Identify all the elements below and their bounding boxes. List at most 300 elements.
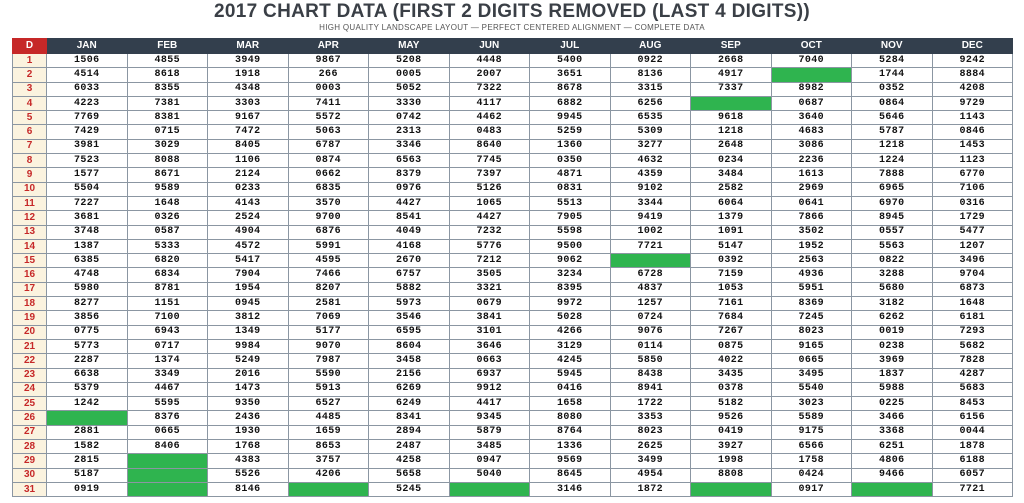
value-cell: 5598 bbox=[530, 225, 611, 239]
value-cell: 0587 bbox=[127, 225, 208, 239]
value-cell: 3353 bbox=[610, 411, 691, 425]
value-cell: 5540 bbox=[771, 382, 852, 396]
value-cell: 3757 bbox=[288, 454, 369, 468]
value-cell: 2625 bbox=[610, 440, 691, 454]
value-cell: 1053 bbox=[691, 282, 772, 296]
value-cell: 9984 bbox=[208, 339, 289, 353]
value-cell: 6269 bbox=[369, 382, 450, 396]
value-cell: 5682 bbox=[932, 339, 1013, 353]
value-cell: 4855 bbox=[127, 54, 208, 68]
table-row bbox=[13, 82, 1013, 96]
value-cell: 6834 bbox=[127, 268, 208, 282]
value-cell: 5284 bbox=[852, 54, 933, 68]
value-cell: 5147 bbox=[691, 239, 772, 253]
value-cell: 6188 bbox=[932, 454, 1013, 468]
value-cell: 8645 bbox=[530, 468, 611, 482]
value-cell: 5951 bbox=[771, 282, 852, 296]
value-cell: 9912 bbox=[449, 382, 530, 396]
value-cell: 5040 bbox=[449, 468, 530, 482]
value-cell: 7232 bbox=[449, 225, 530, 239]
value-cell: 1218 bbox=[852, 139, 933, 153]
table-row bbox=[13, 397, 1013, 411]
value-cell: 1952 bbox=[771, 239, 852, 253]
value-cell: 5309 bbox=[610, 125, 691, 139]
value-cell: 0238 bbox=[852, 339, 933, 353]
table-row bbox=[13, 125, 1013, 139]
value-cell: 4595 bbox=[288, 254, 369, 268]
value-cell: 8023 bbox=[771, 325, 852, 339]
value-cell: 3499 bbox=[610, 454, 691, 468]
month-header-mar: MAR bbox=[208, 39, 289, 54]
value-cell: 8604 bbox=[369, 339, 450, 353]
day-number: 6 bbox=[13, 125, 47, 139]
table-row bbox=[13, 297, 1013, 311]
value-cell: 7381 bbox=[127, 96, 208, 110]
value-cell: 6064 bbox=[691, 196, 772, 210]
value-cell: 1722 bbox=[610, 397, 691, 411]
value-cell: 5052 bbox=[369, 82, 450, 96]
value-cell: 4936 bbox=[771, 268, 852, 282]
day-number: 21 bbox=[13, 339, 47, 353]
value-cell: 8781 bbox=[127, 282, 208, 296]
value-cell: 3646 bbox=[449, 339, 530, 353]
value-cell: 2287 bbox=[47, 354, 128, 368]
value-cell: 1744 bbox=[852, 68, 933, 82]
value-cell: 1151 bbox=[127, 297, 208, 311]
value-cell: 3812 bbox=[208, 311, 289, 325]
value-cell: 0822 bbox=[852, 254, 933, 268]
value-cell: 1257 bbox=[610, 297, 691, 311]
table-row bbox=[13, 425, 1013, 439]
value-cell: 7069 bbox=[288, 311, 369, 325]
value-cell: 3981 bbox=[47, 139, 128, 153]
value-cell: 8808 bbox=[691, 468, 772, 482]
value-cell: 9466 bbox=[852, 468, 933, 482]
value-cell: 6943 bbox=[127, 325, 208, 339]
value-cell: 6256 bbox=[610, 96, 691, 110]
value-cell: 5913 bbox=[288, 382, 369, 396]
value-cell: 3949 bbox=[208, 54, 289, 68]
value-cell: 5658 bbox=[369, 468, 450, 482]
month-header-apr: APR bbox=[288, 39, 369, 54]
value-cell: 0557 bbox=[852, 225, 933, 239]
value-cell: 5945 bbox=[530, 368, 611, 382]
page-title: 2017 CHART DATA (FIRST 2 DIGITS REMOVED (LAST 4 DIGITS)) bbox=[214, 1, 810, 22]
value-cell: 1106 bbox=[208, 154, 289, 168]
value-cell: 4348 bbox=[208, 82, 289, 96]
value-cell: 2236 bbox=[771, 154, 852, 168]
value-cell: 9526 bbox=[691, 411, 772, 425]
value-cell: 9175 bbox=[771, 425, 852, 439]
value-cell: 1768 bbox=[208, 440, 289, 454]
value-cell: 6181 bbox=[932, 311, 1013, 325]
value-cell: 3927 bbox=[691, 440, 772, 454]
value-cell: 5980 bbox=[47, 282, 128, 296]
value-cell: 4904 bbox=[208, 225, 289, 239]
value-cell: 4359 bbox=[610, 168, 691, 182]
value-cell: 3485 bbox=[449, 440, 530, 454]
value-cell: 5504 bbox=[47, 182, 128, 196]
value-cell: 1374 bbox=[127, 354, 208, 368]
value-cell: 0724 bbox=[610, 311, 691, 325]
value-cell: 5595 bbox=[127, 397, 208, 411]
value-cell: 5776 bbox=[449, 239, 530, 253]
value-cell: 3496 bbox=[932, 254, 1013, 268]
value-cell: 3182 bbox=[852, 297, 933, 311]
value-cell: 4223 bbox=[47, 96, 128, 110]
value-cell: 0483 bbox=[449, 125, 530, 139]
value-cell: 7523 bbox=[47, 154, 128, 168]
value-cell: 4206 bbox=[288, 468, 369, 482]
value-cell: 1878 bbox=[932, 440, 1013, 454]
value-cell: 8453 bbox=[932, 397, 1013, 411]
value-cell: 0416 bbox=[530, 382, 611, 396]
value-cell: 7293 bbox=[932, 325, 1013, 339]
value-cell: 5882 bbox=[369, 282, 450, 296]
value-cell: 0234 bbox=[691, 154, 772, 168]
value-cell: 6937 bbox=[449, 368, 530, 382]
day-number: 13 bbox=[13, 225, 47, 239]
day-number: 31 bbox=[13, 482, 47, 496]
value-cell: 7721 bbox=[610, 239, 691, 253]
value-cell: 3023 bbox=[771, 397, 852, 411]
value-cell: 7159 bbox=[691, 268, 772, 282]
value-cell: 4117 bbox=[449, 96, 530, 110]
value-cell: 2881 bbox=[47, 425, 128, 439]
value-cell: 3344 bbox=[610, 196, 691, 210]
day-number: 15 bbox=[13, 254, 47, 268]
value-cell: 8653 bbox=[288, 440, 369, 454]
value-cell: 9569 bbox=[530, 454, 611, 468]
value-cell: 8764 bbox=[530, 425, 611, 439]
value-cell: 9500 bbox=[530, 239, 611, 253]
value-cell: 4143 bbox=[208, 196, 289, 210]
value-cell: 9945 bbox=[530, 111, 611, 125]
value-cell: 6882 bbox=[530, 96, 611, 110]
month-header-jan: JAN bbox=[47, 39, 128, 54]
value-cell: 8088 bbox=[127, 154, 208, 168]
table-row bbox=[13, 282, 1013, 296]
table-row bbox=[13, 440, 1013, 454]
highlighted-empty-cell bbox=[47, 411, 128, 425]
value-cell: 2582 bbox=[691, 182, 772, 196]
highlighted-empty-cell bbox=[852, 482, 933, 496]
table-row bbox=[13, 211, 1013, 225]
value-cell: 4485 bbox=[288, 411, 369, 425]
value-cell: 0775 bbox=[47, 325, 128, 339]
value-cell: 5126 bbox=[449, 182, 530, 196]
value-cell: 0003 bbox=[288, 82, 369, 96]
value-cell: 9062 bbox=[530, 254, 611, 268]
value-cell: 3466 bbox=[852, 411, 933, 425]
value-cell: 0864 bbox=[852, 96, 933, 110]
day-number: 26 bbox=[13, 411, 47, 425]
value-cell: 1143 bbox=[932, 111, 1013, 125]
value-cell: 7267 bbox=[691, 325, 772, 339]
value-cell: 0846 bbox=[932, 125, 1013, 139]
table-row bbox=[13, 268, 1013, 282]
value-cell: 1242 bbox=[47, 397, 128, 411]
value-cell: 8405 bbox=[208, 139, 289, 153]
table-body bbox=[13, 54, 1013, 497]
value-cell: 4049 bbox=[369, 225, 450, 239]
value-cell: 3856 bbox=[47, 311, 128, 325]
value-cell: 7100 bbox=[127, 311, 208, 325]
value-cell: 5182 bbox=[691, 397, 772, 411]
value-cell: 0742 bbox=[369, 111, 450, 125]
value-cell: 9419 bbox=[610, 211, 691, 225]
value-cell: 0662 bbox=[288, 168, 369, 182]
value-cell: 9165 bbox=[771, 339, 852, 353]
value-cell: 6251 bbox=[852, 440, 933, 454]
value-cell: 6057 bbox=[932, 468, 1013, 482]
value-cell: 5773 bbox=[47, 339, 128, 353]
value-cell: 4417 bbox=[449, 397, 530, 411]
value-cell: 8023 bbox=[610, 425, 691, 439]
value-cell: 8341 bbox=[369, 411, 450, 425]
value-cell: 6249 bbox=[369, 397, 450, 411]
value-cell: 3495 bbox=[771, 368, 852, 382]
value-cell: 2894 bbox=[369, 425, 450, 439]
highlighted-empty-cell bbox=[288, 482, 369, 496]
value-cell: 0114 bbox=[610, 339, 691, 353]
value-cell: 8406 bbox=[127, 440, 208, 454]
value-cell: 5028 bbox=[530, 311, 611, 325]
value-cell: 1658 bbox=[530, 397, 611, 411]
value-cell: 0350 bbox=[530, 154, 611, 168]
month-header-feb: FEB bbox=[127, 39, 208, 54]
value-cell: 5683 bbox=[932, 382, 1013, 396]
value-cell: 5563 bbox=[852, 239, 933, 253]
value-cell: 6563 bbox=[369, 154, 450, 168]
day-number: 30 bbox=[13, 468, 47, 482]
value-cell: 6638 bbox=[47, 368, 128, 382]
value-cell: 4427 bbox=[449, 211, 530, 225]
value-cell: 5526 bbox=[208, 468, 289, 482]
value-cell: 1506 bbox=[47, 54, 128, 68]
value-cell: 4022 bbox=[691, 354, 772, 368]
table-row bbox=[13, 254, 1013, 268]
table-row bbox=[13, 68, 1013, 82]
value-cell: 4871 bbox=[530, 168, 611, 182]
value-cell: 3502 bbox=[771, 225, 852, 239]
value-cell: 2016 bbox=[208, 368, 289, 382]
value-cell: 4837 bbox=[610, 282, 691, 296]
value-cell: 6535 bbox=[610, 111, 691, 125]
day-number: 16 bbox=[13, 268, 47, 282]
value-cell: 6262 bbox=[852, 311, 933, 325]
value-cell: 6873 bbox=[932, 282, 1013, 296]
value-cell: 3368 bbox=[852, 425, 933, 439]
value-cell: 5477 bbox=[932, 225, 1013, 239]
value-cell: 3315 bbox=[610, 82, 691, 96]
value-cell: 1758 bbox=[771, 454, 852, 468]
value-cell: 8671 bbox=[127, 168, 208, 182]
table-row bbox=[13, 154, 1013, 168]
value-cell: 1930 bbox=[208, 425, 289, 439]
value-cell: 3129 bbox=[530, 339, 611, 353]
value-cell: 3484 bbox=[691, 168, 772, 182]
value-cell: 4258 bbox=[369, 454, 450, 468]
value-cell: 0663 bbox=[449, 354, 530, 368]
value-cell: 8355 bbox=[127, 82, 208, 96]
value-cell: 2969 bbox=[771, 182, 852, 196]
value-cell: 1582 bbox=[47, 440, 128, 454]
value-cell: 6728 bbox=[610, 268, 691, 282]
value-cell: 1360 bbox=[530, 139, 611, 153]
value-cell: 5259 bbox=[530, 125, 611, 139]
value-cell: 7337 bbox=[691, 82, 772, 96]
value-cell: 1336 bbox=[530, 440, 611, 454]
highlighted-empty-cell bbox=[691, 482, 772, 496]
value-cell: 1453 bbox=[932, 139, 1013, 153]
table-row bbox=[13, 468, 1013, 482]
day-number: 1 bbox=[13, 54, 47, 68]
value-cell: 5208 bbox=[369, 54, 450, 68]
value-cell: 0687 bbox=[771, 96, 852, 110]
day-number: 5 bbox=[13, 111, 47, 125]
day-column-header: D bbox=[13, 39, 47, 54]
value-cell: 7769 bbox=[47, 111, 128, 125]
value-cell: 1954 bbox=[208, 282, 289, 296]
highlighted-empty-cell bbox=[449, 482, 530, 496]
day-number: 10 bbox=[13, 182, 47, 196]
value-cell: 1613 bbox=[771, 168, 852, 182]
value-cell: 2007 bbox=[449, 68, 530, 82]
value-cell: 3640 bbox=[771, 111, 852, 125]
value-cell: 5988 bbox=[852, 382, 933, 396]
month-header-nov: NOV bbox=[852, 39, 933, 54]
value-cell: 5973 bbox=[369, 297, 450, 311]
value-cell: 1659 bbox=[288, 425, 369, 439]
value-cell: 0424 bbox=[771, 468, 852, 482]
value-cell: 0922 bbox=[610, 54, 691, 68]
value-cell: 6876 bbox=[288, 225, 369, 239]
value-cell: 8941 bbox=[610, 382, 691, 396]
table-row bbox=[13, 225, 1013, 239]
month-header-jul: JUL bbox=[530, 39, 611, 54]
value-cell: 6965 bbox=[852, 182, 933, 196]
value-cell: 1002 bbox=[610, 225, 691, 239]
value-cell: 9102 bbox=[610, 182, 691, 196]
value-cell: 8395 bbox=[530, 282, 611, 296]
value-cell: 0352 bbox=[852, 82, 933, 96]
table-row bbox=[13, 311, 1013, 325]
value-cell: 5249 bbox=[208, 354, 289, 368]
day-number: 2 bbox=[13, 68, 47, 82]
value-cell: 7987 bbox=[288, 354, 369, 368]
value-cell: 9729 bbox=[932, 96, 1013, 110]
value-cell: 4462 bbox=[449, 111, 530, 125]
value-cell: 4427 bbox=[369, 196, 450, 210]
highlighted-empty-cell bbox=[127, 454, 208, 468]
day-number: 9 bbox=[13, 168, 47, 182]
value-cell: 6835 bbox=[288, 182, 369, 196]
value-cell: 2670 bbox=[369, 254, 450, 268]
value-cell: 5680 bbox=[852, 282, 933, 296]
value-cell: 9972 bbox=[530, 297, 611, 311]
table-row bbox=[13, 411, 1013, 425]
value-cell: 7040 bbox=[771, 54, 852, 68]
value-cell: 2815 bbox=[47, 454, 128, 468]
day-number: 24 bbox=[13, 382, 47, 396]
table-row bbox=[13, 182, 1013, 196]
value-cell: 0831 bbox=[530, 182, 611, 196]
value-cell: 7466 bbox=[288, 268, 369, 282]
value-cell: 3435 bbox=[691, 368, 772, 382]
value-cell: 7411 bbox=[288, 96, 369, 110]
value-cell: 1224 bbox=[852, 154, 933, 168]
value-cell: 5879 bbox=[449, 425, 530, 439]
value-cell: 7227 bbox=[47, 196, 128, 210]
value-cell: 9589 bbox=[127, 182, 208, 196]
value-cell: 1998 bbox=[691, 454, 772, 468]
value-cell: 2524 bbox=[208, 211, 289, 225]
value-cell: 4448 bbox=[449, 54, 530, 68]
value-cell: 3234 bbox=[530, 268, 611, 282]
value-cell: 3651 bbox=[530, 68, 611, 82]
value-cell: 5589 bbox=[771, 411, 852, 425]
value-cell: 3349 bbox=[127, 368, 208, 382]
value-cell: 8640 bbox=[449, 139, 530, 153]
value-cell: 9167 bbox=[208, 111, 289, 125]
value-cell: 0392 bbox=[691, 254, 772, 268]
table-row bbox=[13, 482, 1013, 496]
table-row bbox=[13, 111, 1013, 125]
month-header-sep: SEP bbox=[691, 39, 772, 54]
value-cell: 8678 bbox=[530, 82, 611, 96]
value-cell: 0641 bbox=[771, 196, 852, 210]
table-row bbox=[13, 239, 1013, 253]
day-number: 19 bbox=[13, 311, 47, 325]
value-cell: 8379 bbox=[369, 168, 450, 182]
value-cell: 5646 bbox=[852, 111, 933, 125]
day-number: 4 bbox=[13, 96, 47, 110]
value-cell: 5379 bbox=[47, 382, 128, 396]
value-cell: 0005 bbox=[369, 68, 450, 82]
value-cell: 6787 bbox=[288, 139, 369, 153]
value-cell: 8146 bbox=[208, 482, 289, 496]
value-cell: 7106 bbox=[932, 182, 1013, 196]
value-cell: 3330 bbox=[369, 96, 450, 110]
value-cell: 0225 bbox=[852, 397, 933, 411]
value-cell: 3346 bbox=[369, 139, 450, 153]
value-cell: 9704 bbox=[932, 268, 1013, 282]
value-cell: 2648 bbox=[691, 139, 772, 153]
value-cell: 5333 bbox=[127, 239, 208, 253]
value-cell: 8884 bbox=[932, 68, 1013, 82]
value-cell: 2563 bbox=[771, 254, 852, 268]
value-cell: 0717 bbox=[127, 339, 208, 353]
value-cell: 8369 bbox=[771, 297, 852, 311]
value-cell: 2313 bbox=[369, 125, 450, 139]
value-cell: 0044 bbox=[932, 425, 1013, 439]
value-cell: 6566 bbox=[771, 440, 852, 454]
value-cell: 8982 bbox=[771, 82, 852, 96]
value-cell: 4266 bbox=[530, 325, 611, 339]
value-cell: 4287 bbox=[932, 368, 1013, 382]
value-cell: 3681 bbox=[47, 211, 128, 225]
value-cell: 4806 bbox=[852, 454, 933, 468]
value-cell: 6595 bbox=[369, 325, 450, 339]
value-cell: 7905 bbox=[530, 211, 611, 225]
value-cell: 2436 bbox=[208, 411, 289, 425]
value-cell: 4208 bbox=[932, 82, 1013, 96]
value-cell: 7212 bbox=[449, 254, 530, 268]
value-cell: 7397 bbox=[449, 168, 530, 182]
value-cell: 6385 bbox=[47, 254, 128, 268]
value-cell: 7888 bbox=[852, 168, 933, 182]
